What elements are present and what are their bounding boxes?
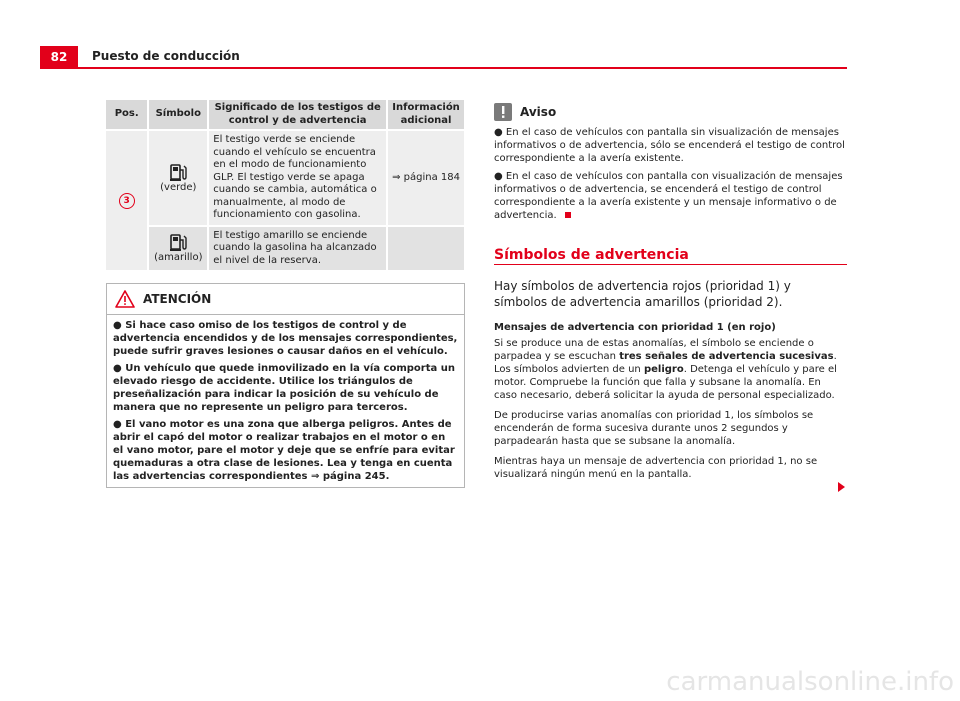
end-marker-icon [565, 212, 571, 218]
meaning-cell: El testigo amarillo se enciende cuando la gasolina ha alcanzado el nivel de la reserva. [208, 226, 387, 271]
aviso-item: ● En el caso de vehículos con pantalla sin visualización de mensajes informativos o de advertencia, sólo se encenderá el testigo de control correspondiente a la avería existente. [494, 127, 845, 164]
page-number: 82 [40, 46, 78, 68]
pos-cell [106, 130, 148, 270]
note-icon [494, 103, 512, 121]
symbol-label: (amarillo) [154, 252, 203, 263]
warning-item: ● El vano motor es una zona que alberga peligros. Antes de abrir el capó del motor o realizar trabajos en el motor o en el vano motor, pare el motor y deje que se enfríe para evitar quemaduras a otra clase de lesiones. Lea y tenga en cuenta las advertencias correspondientes ⇒ página 245. [113, 419, 455, 482]
info-cell[interactable]: ⇒ página 184 [387, 130, 464, 226]
section-title: Símbolos de advertencia [494, 247, 689, 263]
col-header-symbol: Símbolo [148, 100, 208, 130]
warning-lights-table [106, 100, 464, 270]
position-marker: 3 [119, 193, 135, 209]
watermark: carmanualsonline.info [666, 667, 954, 697]
header-rule [40, 67, 847, 69]
page-title: Puesto de conducción [92, 49, 240, 63]
symbol-cell [148, 130, 208, 226]
paragraph-1: Si se produce una de estas anomalías, el símbolo se enciende o parpadea y se escuchan tres señales de advertencia sucesivas. Los símbolos advierten de un peligro. Detenga el vehículo y pare el motor. Compruebe la función que falla y subsane la anomalía. En caso necesario, deberá solicitar la ayuda de personal especializado. [494, 338, 837, 401]
aviso-header [494, 103, 556, 121]
subheading: Mensajes de advertencia con prioridad 1 (en rojo) [494, 322, 776, 333]
warning-item: ● Si hace caso omiso de los testigos de control y de advertencia encendidos y de los mensajes correspondientes, puede sufrir graves lesiones o causar daños en el vehículo. [113, 320, 458, 357]
warning-header [107, 284, 464, 315]
fuel-pump-icon [169, 232, 187, 252]
aviso-item: ● En el caso de vehículos con pantalla con visualización de mensajes informativos o de advertencia, se encenderá el testigo de control correspondiente a la avería existente y un mensaje informativo o de advertencia. [494, 171, 843, 221]
warning-box [106, 283, 465, 488]
warning-triangle-icon [115, 290, 135, 308]
col-header-info: Información adicional [387, 100, 464, 130]
col-header-meaning: Significado de los testigos de control y de advertencia [208, 100, 387, 130]
aviso-body [494, 126, 846, 227]
paragraph-2: De producirse varias anomalías con prioridad 1, los símbolos se encenderán de forma sucesiva durante unos 2 segundos y parpadearán hasta que se subsane la anomalía. [494, 410, 814, 447]
warning-title: ATENCIÓN [143, 292, 212, 306]
meaning-cell: El testigo verde se enciende cuando el vehículo se encuentra en el modo de funcionamiento GLP. El testigo verde se apaga cuando se cambia, automática o manualmente, al modo de funcionamiento con gasolina. [208, 130, 387, 226]
symbol-label: (verde) [160, 181, 197, 193]
warning-item: ● Un vehículo que quede inmovilizado en la vía comporta un elevado riesgo de accidente. Utilice los triángulos de preseñalización para indicar la posición de su vehículo de manera que no represente un peligro para terceros. [113, 363, 455, 413]
aviso-title: Aviso [520, 105, 557, 119]
fuel-pump-icon [169, 162, 187, 182]
section-body [494, 321, 846, 488]
col-header-pos: Pos. [106, 100, 148, 130]
table-row [106, 130, 464, 226]
info-cell [387, 226, 464, 271]
section-rule [494, 264, 847, 265]
table-row [106, 226, 464, 271]
section-intro: Hay símbolos de advertencia rojos (prioridad 1) y símbolos de advertencia amarillos (prioridad 2). [494, 279, 791, 309]
symbol-cell [148, 226, 208, 271]
continue-arrow-icon [838, 482, 845, 492]
paragraph-3: Mientras haya un mensaje de advertencia con prioridad 1, no se visualizará ningún menú en la pantalla. [494, 456, 818, 480]
